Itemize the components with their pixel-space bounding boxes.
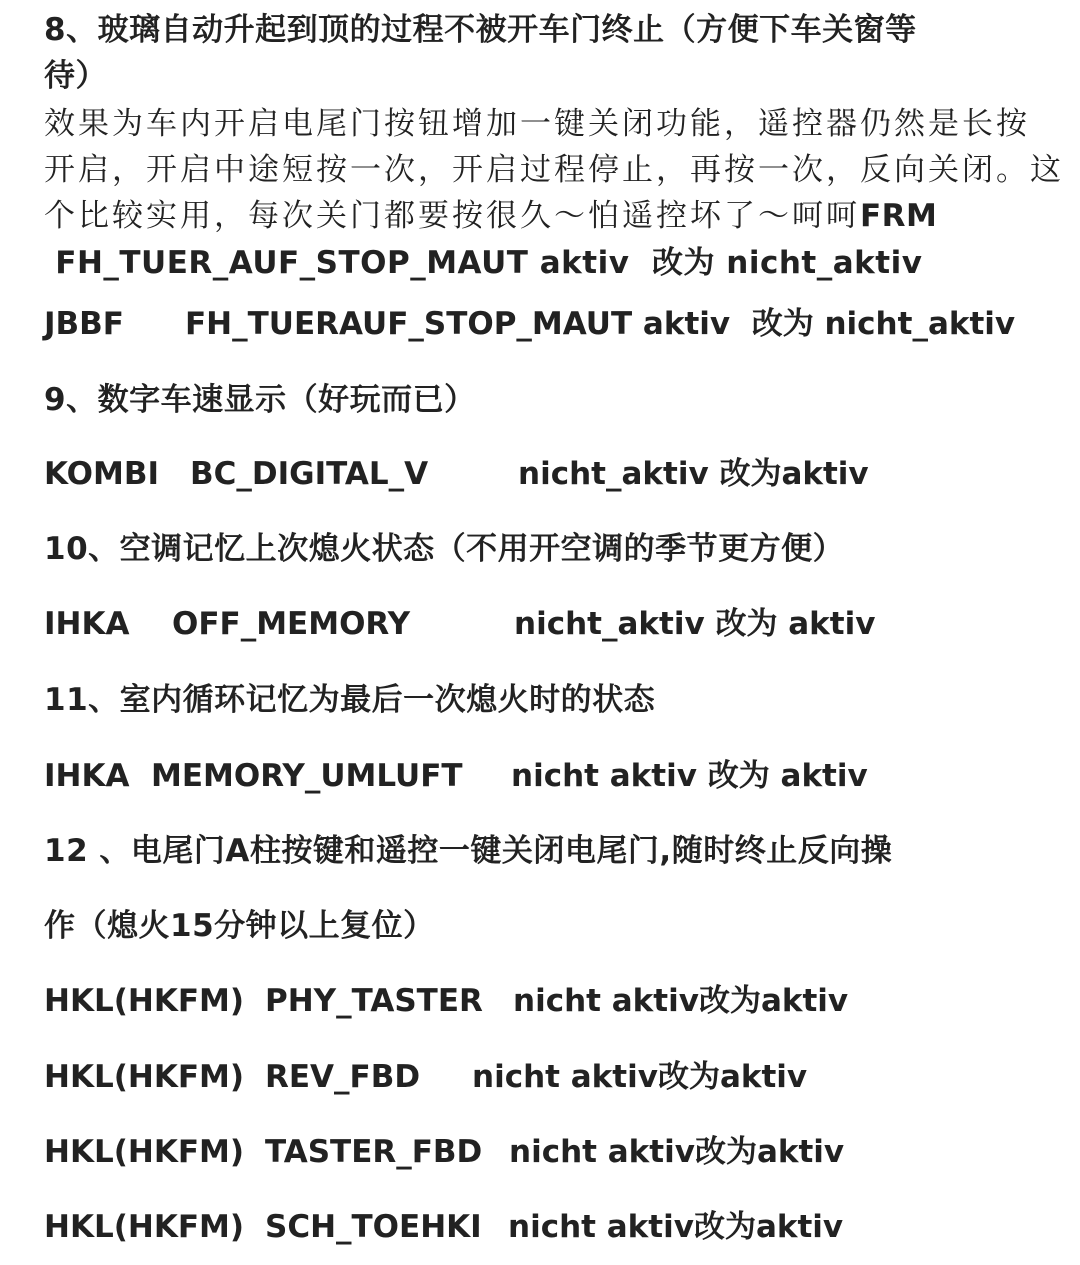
section-9-code-param: BC_DIGITAL_V: [190, 456, 429, 492]
section-11-code: [0, 756, 1080, 796]
section-12-code-change: nicht aktiv改为aktiv: [472, 1059, 808, 1095]
section-9-code: [0, 454, 1080, 494]
section-9-title: 9、数字车速显示（好玩而已）: [44, 382, 476, 418]
section-8-body-line-3-text: 个比较实用，每次关门都要按很久～怕遥控坏了～呵呵: [44, 198, 860, 234]
section-12-code-row: [0, 981, 1080, 1021]
section-8-code-2-setting: FH_TUERAUF_STOP_MAUT aktiv 改为 nicht_aktiv: [185, 306, 1016, 342]
section-8-code-2: [0, 304, 1080, 344]
section-12-code-param: PHY_TASTER: [265, 983, 483, 1019]
section-8-body-line-2: 开启，开启中途短按一次，开启过程停止，再按一次，反向关闭。这: [44, 152, 1064, 188]
section-12-title-line-2: 作（熄火15分钟以上复位）: [44, 908, 435, 944]
section-8-code-2-module: JBBF: [44, 306, 124, 342]
section-8-body-line-3-code: FRM: [860, 198, 938, 234]
section-8-body-line-1: 效果为车内开启电尾门按钮增加一键关闭功能，遥控器仍然是长按: [44, 106, 1030, 142]
section-12-code-change: nicht aktiv改为aktiv: [509, 1134, 845, 1170]
section-11-code-change: nicht aktiv 改为 aktiv: [511, 758, 868, 794]
section-12-code-row: [0, 1132, 1080, 1172]
section-12-code-param: REV_FBD: [265, 1059, 421, 1095]
section-12-title-line-1: 12 、电尾门A柱按键和遥控一键关闭电尾门,随时终止反向操: [44, 833, 893, 869]
section-12-code-param: TASTER_FBD: [265, 1134, 483, 1170]
section-8-body-line-3: [44, 196, 937, 236]
section-12-code-module: HKL(HKFM): [44, 1059, 245, 1095]
section-12-code-module: HKL(HKFM): [44, 1134, 245, 1170]
section-10-code: [0, 604, 1080, 644]
section-10-code-module: IHKA: [44, 606, 130, 642]
section-12-code-row: [0, 1207, 1080, 1247]
section-10-title: 10、空调记忆上次熄火状态（不用开空调的季节更方便）: [44, 531, 845, 567]
section-12-code-module: HKL(HKFM): [44, 1209, 245, 1245]
section-9-code-module: KOMBI: [44, 456, 159, 492]
section-12-code-change: nicht aktiv改为aktiv: [513, 983, 849, 1019]
section-8-title-line-2: 待）: [44, 58, 107, 94]
section-10-code-change: nicht_aktiv 改为 aktiv: [514, 606, 876, 642]
section-11-title: 11、室内循环记忆为最后一次熄火时的状态: [44, 682, 656, 718]
section-12-code-module: HKL(HKFM): [44, 983, 245, 1019]
section-10-code-param: OFF_MEMORY: [172, 606, 411, 642]
section-11-code-param: MEMORY_UMLUFT: [151, 758, 463, 794]
section-11-code-module: IHKA: [44, 758, 130, 794]
section-12-code-row: [0, 1057, 1080, 1097]
section-8-title-line-1: 8、玻璃自动升起到顶的过程不被开车门终止（方便下车关窗等: [44, 12, 917, 48]
section-12-code-change: nicht aktiv改为aktiv: [508, 1209, 844, 1245]
section-9-code-change: nicht_aktiv 改为aktiv: [518, 456, 869, 492]
section-12-code-param: SCH_TOEHKI: [265, 1209, 482, 1245]
section-8-code-1: FH_TUER_AUF_STOP_MAUT aktiv 改为 nicht_aktiv: [44, 245, 923, 281]
